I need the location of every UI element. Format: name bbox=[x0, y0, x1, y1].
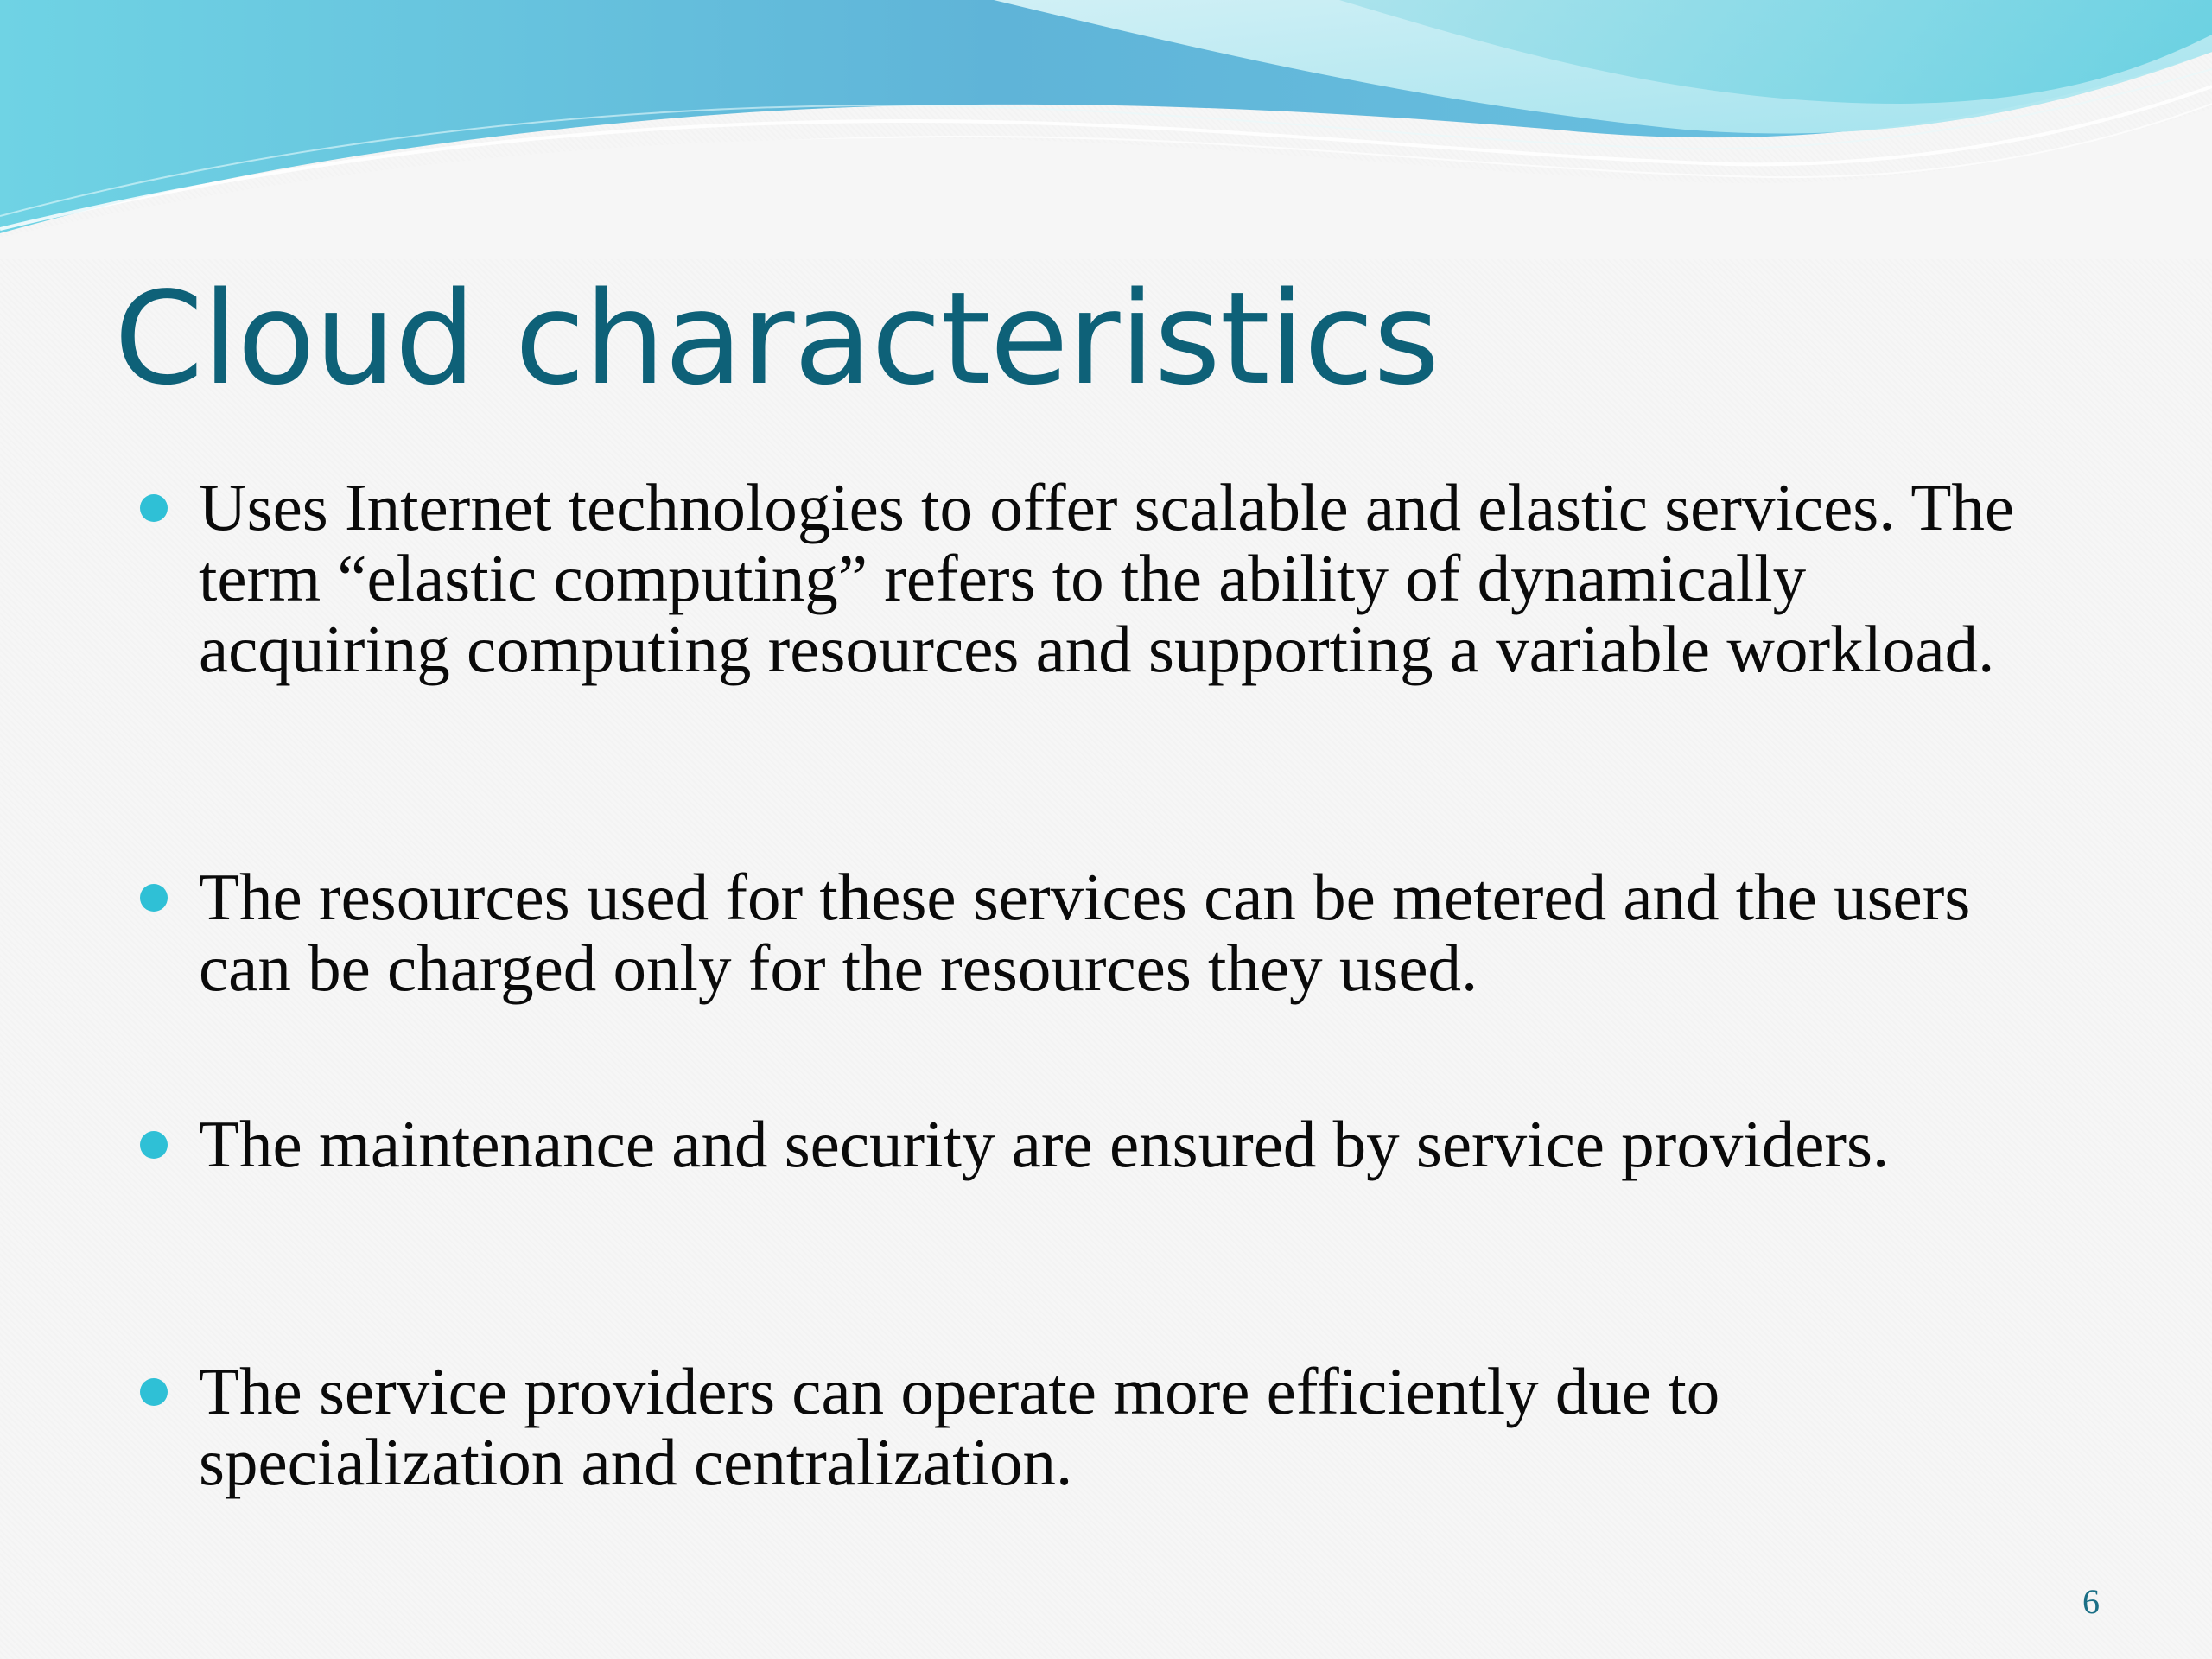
bullet-item bbox=[199, 1109, 2065, 1179]
bullet-text: The maintenance and security are ensured by service providers. bbox=[199, 1107, 1890, 1181]
bullet-text: Uses Internet technologies to offer scalable and elastic services. The term “elastic computing” refers to the ability of dynamically acquiring computing resources and supporting a variable workload. bbox=[199, 470, 2015, 686]
bullet-item bbox=[199, 1356, 2065, 1497]
bullet-icon bbox=[140, 884, 168, 912]
bullet-icon bbox=[140, 1131, 168, 1159]
bullet-icon bbox=[140, 494, 168, 522]
page-number: 6 bbox=[2082, 1582, 2100, 1621]
bullet-text: The resources used for these services can be metered and the users can be charged only for the resources they used. bbox=[199, 860, 1971, 1005]
bullet-item bbox=[199, 472, 2065, 684]
slide-title: Cloud characteristics bbox=[114, 264, 1440, 413]
bullet-icon bbox=[140, 1378, 168, 1406]
bullet-item bbox=[199, 861, 2065, 1003]
bullet-text: The service providers can operate more efficiently due to specialization and centralization. bbox=[199, 1354, 1720, 1499]
